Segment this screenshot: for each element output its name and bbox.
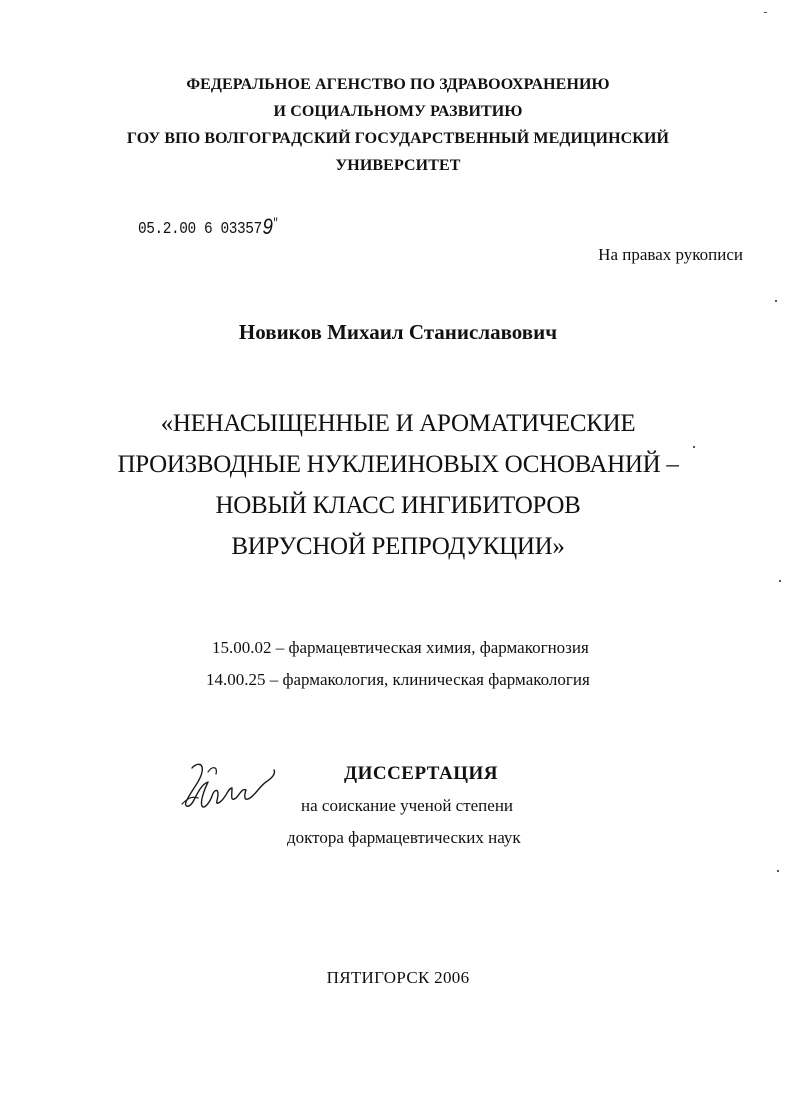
place-year: ПЯТИГОРСК 2006 — [326, 968, 470, 987]
scan-speck — [764, 12, 767, 13]
organization-line-3: ГОУ ВПО ВОЛГОГРАДСКИЙ ГОСУДАРСТВЕННЫЙ МЕДИЦИНСКИЙ — [126, 130, 670, 147]
rights-note: На правах рукописи — [598, 245, 743, 264]
specialty-1: 15.00.02 – фармацевтическая химия, фармакогнозия — [212, 638, 589, 657]
organization-line-2: И СОЦИАЛЬНОМУ РАЗВИТИЮ — [273, 103, 523, 120]
dissertation-degree-line-2: доктора фармацевтических наук — [287, 828, 521, 847]
title-line-1: «НЕНАСЫЩЕННЫЕ И АРОМАТИЧЕСКИЕ — [160, 410, 636, 437]
title-line-2: ПРОИЗВОДНЫЕ НУКЛЕИНОВЫХ ОСНОВАНИЙ – — [117, 451, 679, 478]
library-stamp — [138, 213, 278, 239]
stamp-number: 05.2.00 6 03357 — [138, 220, 262, 239]
author-name: Новиков Михаил Станиславович — [238, 320, 558, 344]
scan-speck — [777, 870, 779, 872]
scan-speck — [775, 300, 777, 302]
dissertation-heading: ДИССЕРТАЦИЯ — [344, 763, 499, 784]
organization-line-4: УНИВЕРСИТЕТ — [335, 157, 461, 174]
title-line-4: ВИРУСНОЙ РЕПРОДУКЦИИ» — [231, 533, 565, 560]
handwritten-signature — [178, 758, 288, 818]
title-line-3: НОВЫЙ КЛАСС ИНГИБИТОРОВ — [215, 492, 581, 519]
scan-speck — [779, 580, 781, 582]
specialty-2: 14.00.25 – фармакология, клиническая фармакология — [206, 670, 590, 689]
stamp-tail: 9 — [262, 214, 273, 239]
dissertation-degree-line-1: на соискание ученой степени — [301, 796, 514, 815]
scan-speck — [693, 446, 695, 448]
stamp-mark: " — [272, 216, 279, 231]
organization-line-1: ФЕДЕРАЛЬНОЕ АГЕНСТВО ПО ЗДРАВООХРАНЕНИЮ — [186, 76, 610, 93]
